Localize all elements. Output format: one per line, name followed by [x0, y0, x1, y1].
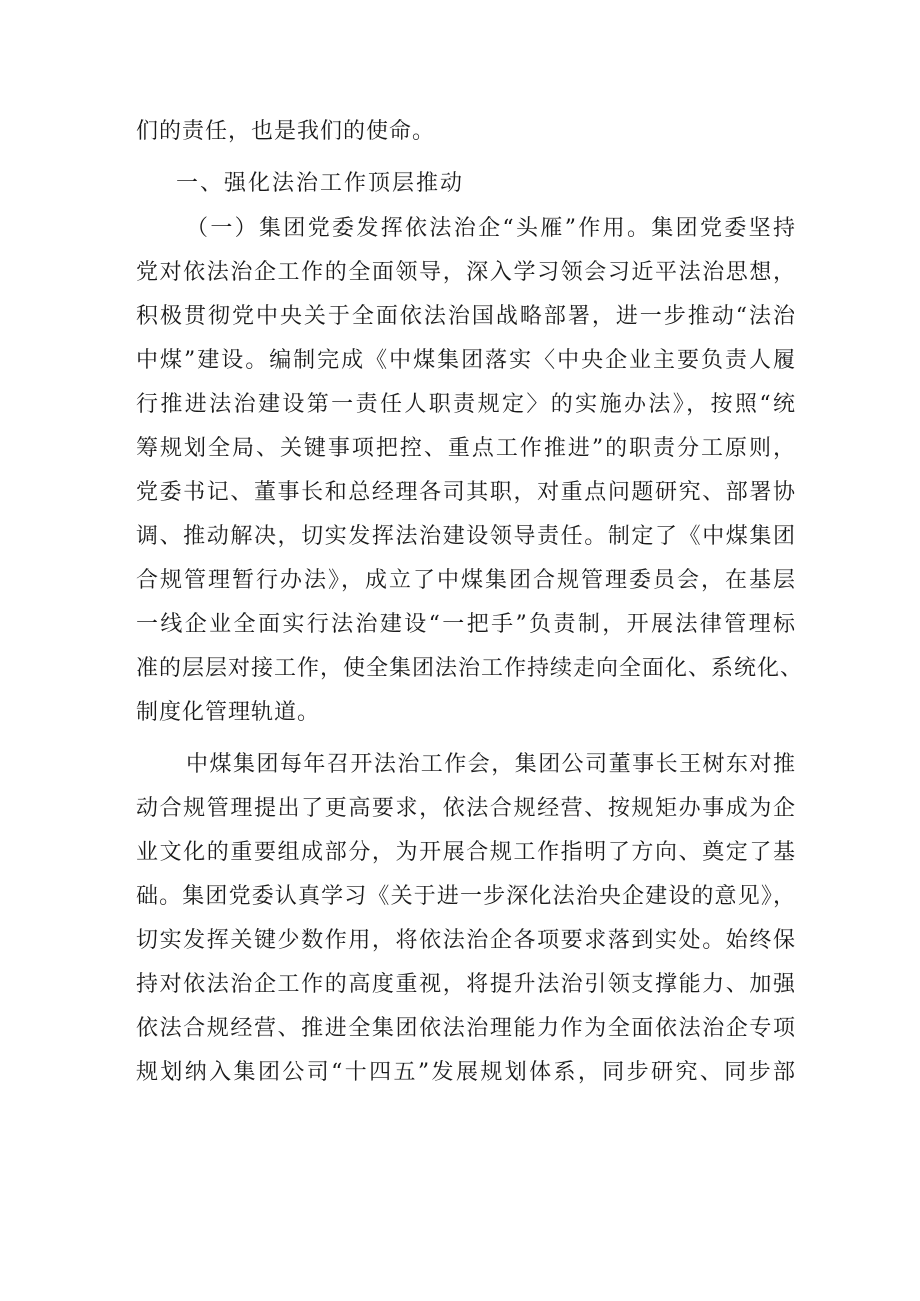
paragraph-line: 础。集团党委认真学习《关于进一步深化法治央企建设的意见》，	[136, 884, 796, 909]
paragraph-line: 切实发挥关键少数作用，将依法治企各项要求落到实处。始终保	[136, 928, 796, 953]
paragraph-line: 行推进法治建设第一责任人职责规定〉的实施办法》，按照“统	[136, 392, 796, 417]
paragraph-line: 制度化管理轨道。	[136, 700, 321, 725]
intro-line: 们的责任，也是我们的使命。	[136, 119, 436, 144]
paragraph-line: 党委书记、董事长和总经理各司其职，对重点问题研究、部署协	[136, 480, 796, 505]
section-heading: 一、强化法治工作顶层推动	[176, 171, 465, 196]
paragraph-line: 中煤集团每年召开法治工作会，集团公司董事长王树东对推	[186, 752, 796, 777]
paragraph-line: 一线企业全面实行法治建设“一把手”负责制，开展法律管理标	[136, 612, 796, 637]
paragraph-line: 持对依法治企工作的高度重视，将提升法治引领支撑能力、加强	[136, 972, 796, 997]
paragraph-line: 依法合规经营、推进全集团依法治理能力作为全面依法治企专项	[136, 1016, 796, 1041]
paragraph-line: 筹规划全局、关键事项把控、重点工作推进”的职责分工原则，	[136, 436, 796, 461]
paragraph-line: 党对依法治企工作的全面领导，深入学习领会习近平法治思想，	[136, 260, 796, 285]
paragraph-line: 中煤”建设。编制完成《中煤集团落实〈中央企业主要负责人履	[136, 348, 796, 373]
paragraph-line: 业文化的重要组成部分，为开展合规工作指明了方向、奠定了基	[136, 840, 796, 865]
paragraph-line: 规划纳入集团公司“十四五”发展规划体系，同步研究、同步部	[136, 1060, 796, 1085]
paragraph-line: 积极贯彻党中央关于全面依法治国战略部署，进一步推动“法治	[136, 304, 796, 329]
paragraph-line: 合规管理暂行办法》，成立了中煤集团合规管理委员会，在基层	[136, 568, 796, 593]
paragraph-line: （一）集团党委发挥依法治企“头雁”作用。集团党委坚持	[186, 216, 796, 241]
paragraph-line: 调、推动解决，切实发挥法治建设领导责任。制定了《中煤集团	[136, 524, 796, 549]
paragraph-line: 动合规管理提出了更高要求，依法合规经营、按规矩办事成为企	[136, 796, 796, 821]
paragraph-line: 准的层层对接工作，使全集团法治工作持续走向全面化、系统化、	[136, 656, 804, 681]
